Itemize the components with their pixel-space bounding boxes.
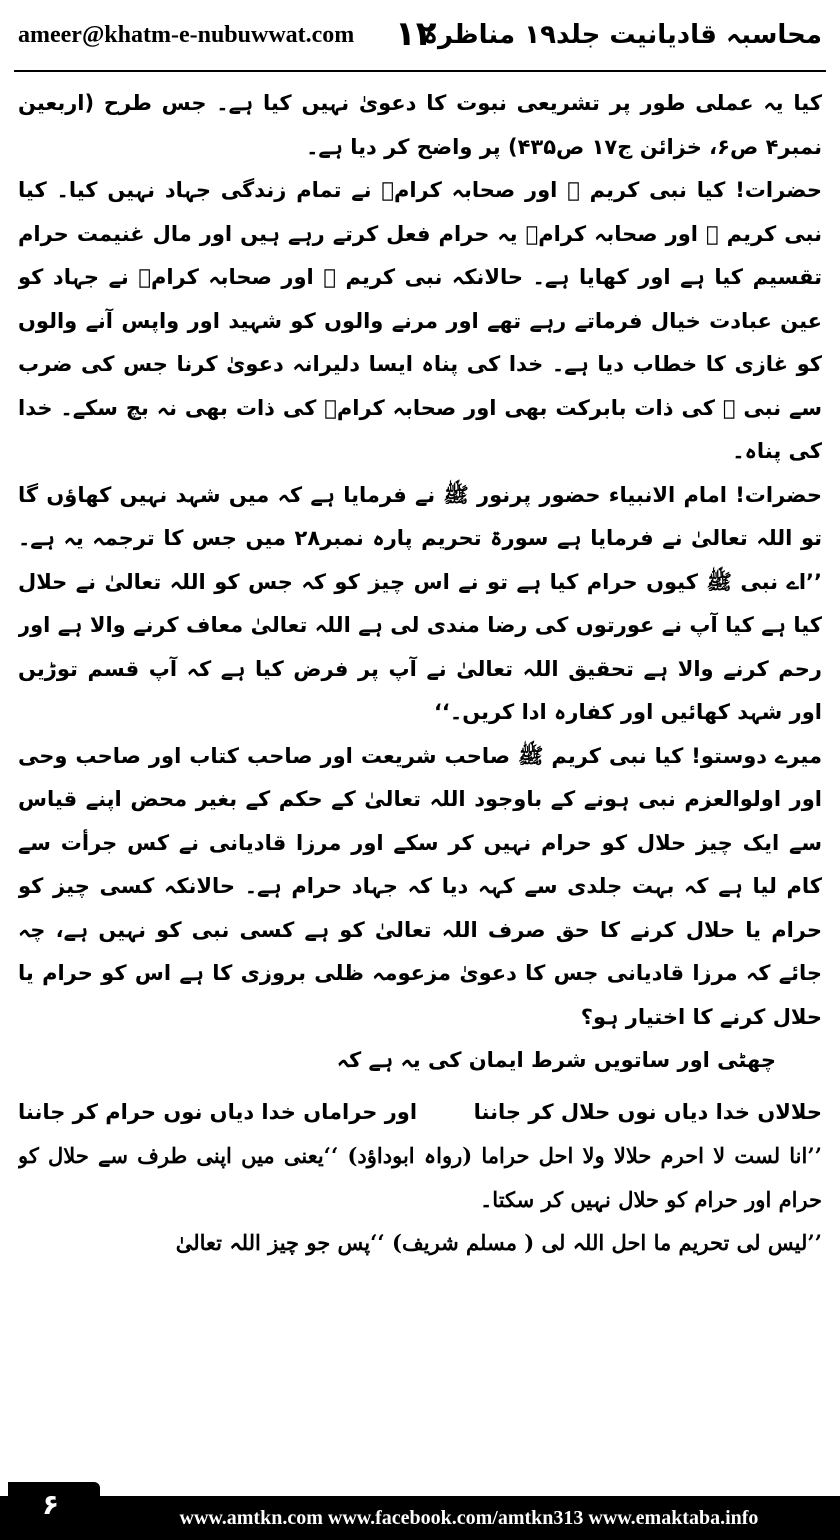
hadith-quote: ’’لیس لی تحریم ما احل اللہ لی ( مسلم شریف) ‘‘پس جو چیز اللہ تعالیٰ (175, 1230, 822, 1255)
header-page-number: ۱۲ (395, 14, 437, 54)
footer-page-number: ۶ (42, 1488, 60, 1521)
header-divider (14, 70, 826, 72)
page-footer (0, 1482, 840, 1540)
header-title: محاسبہ قادیانیت جلد۱۹ مناظرہ (422, 20, 822, 50)
header-email: ameer@khatm-e-nubuwwat.com (18, 22, 355, 48)
page-header (0, 0, 840, 78)
paragraph: میرے دوستو! کیا نبی کریم ﷺ صاحب شریعت اور صاحب کتاب اور صاحب وحی اور اولوالعزم نبی ہونے کے باوجود اللہ تعالیٰ کے حکم کے بغیر محض اپنے قیاس سے ایک چیز حلال کو حرام نہیں کر سکے اور مرزا قادیانی نے کس جرأت سے کام لیا ہے کہ بہت جلدی سے کہہ دیا کہ جہاد حرام ہے۔ حالانکہ کسی چیز کو حرام یا حلال کرنے کا حق صرف اللہ تعالیٰ کو ہے کسی نبی کو نہیں ہے، چہ جائے کہ مرزا قادیانی جس کا دعویٰ مزعومہ ظلی بروزی کا ہے اس کو حرام یا حلال کرنے کا اختیار ہو؟ (18, 743, 822, 1029)
paragraph: حضرات! کیا نبی کریم ﷺ اور صحابہ کرامؓ نے تمام زندگی جہاد نہیں کیا۔ کیا نبی کریم ﷺ اور صحابہ کرامؓ یہ حرام فعل کرتے رہے ہیں اور مال غنیمت حرام تقسیم کیا ہے اور کھایا ہے۔ حالانکہ نبی کریم ﷺ اور صحابہ کرامؓ نے جہاد کو عین عبادت خیال فرماتے رہے تھے اور مرنے والوں کو شہید اور واپس آنے والوں کو غازی کا خطاب دیا ہے۔ خدا کی پناہ ایسا دلیرانہ دعویٰ کرنا جس کی ضرب سے نبی ﷺ کی ذات بابرکت بھی اور صحابہ کرامؓ کی ذات بھی نہ بچ سکے۔ خدا کی پناہ۔ (18, 178, 822, 463)
poem-right-line: حلالاں خدا دیاں نوں حلال کر جاننا (473, 1099, 822, 1124)
poem-left-line: اور حراماں خدا دیاں نوں حرام کر جاننا (18, 1099, 418, 1124)
page-body (18, 82, 822, 1470)
paragraph: حضرات! امام الانبیاء حضور پرنور ﷺ نے فرمایا ہے کہ میں شہد نہیں کھاؤں گا تو اللہ تعالیٰ نے فرمایا ہے سورۃ تحریم پارہ نمبر۲۸ میں جس کا ترجمہ یہ ہے۔ ’’اے نبی ﷺ کیوں حرام کیا ہے تو نے اس چیز کو کہ جس کو اللہ تعالیٰ نے حلال کیا ہے کیا آپ نے عورتوں کی رضا مندی لی ہے اللہ تعالیٰ معاف کرنے والا ہے اور رحم کرنے والا ہے تحقیق اللہ تعالیٰ نے آپ پر فرض کیا ہے کہ آپ قسم توڑیں اور شہد کھائیں اور کفارہ ادا کریں۔‘‘ (18, 482, 822, 724)
paragraph: چھٹی اور ساتویں شرط ایمان کی یہ ہے کہ (336, 1048, 776, 1072)
footer-page-number-box (8, 1482, 100, 1540)
footer-links[interactable]: www.amtkn.com www.facebook.com/amtkn313 www.emaktaba.info (179, 1507, 759, 1529)
hadith-quote: ’’انا لست لا احرم حلالا ولا احل حراما (رواہ ابوداؤد) ‘‘یعنی میں اپنی طرف سے حلال کو حرام اور حرام کو حلال نہیں کر سکتا۔ (18, 1143, 822, 1212)
poem-couplet (18, 1091, 822, 1135)
paragraph: کیا یہ عملی طور پر تشریعی نبوت کا دعویٰ نہیں کیا ہے۔ جس طرح (اربعین نمبر۴ ص۶، خزائن ج۱۷ ص۴۳۵) پر واضح کر دیا ہے۔ (18, 91, 822, 159)
